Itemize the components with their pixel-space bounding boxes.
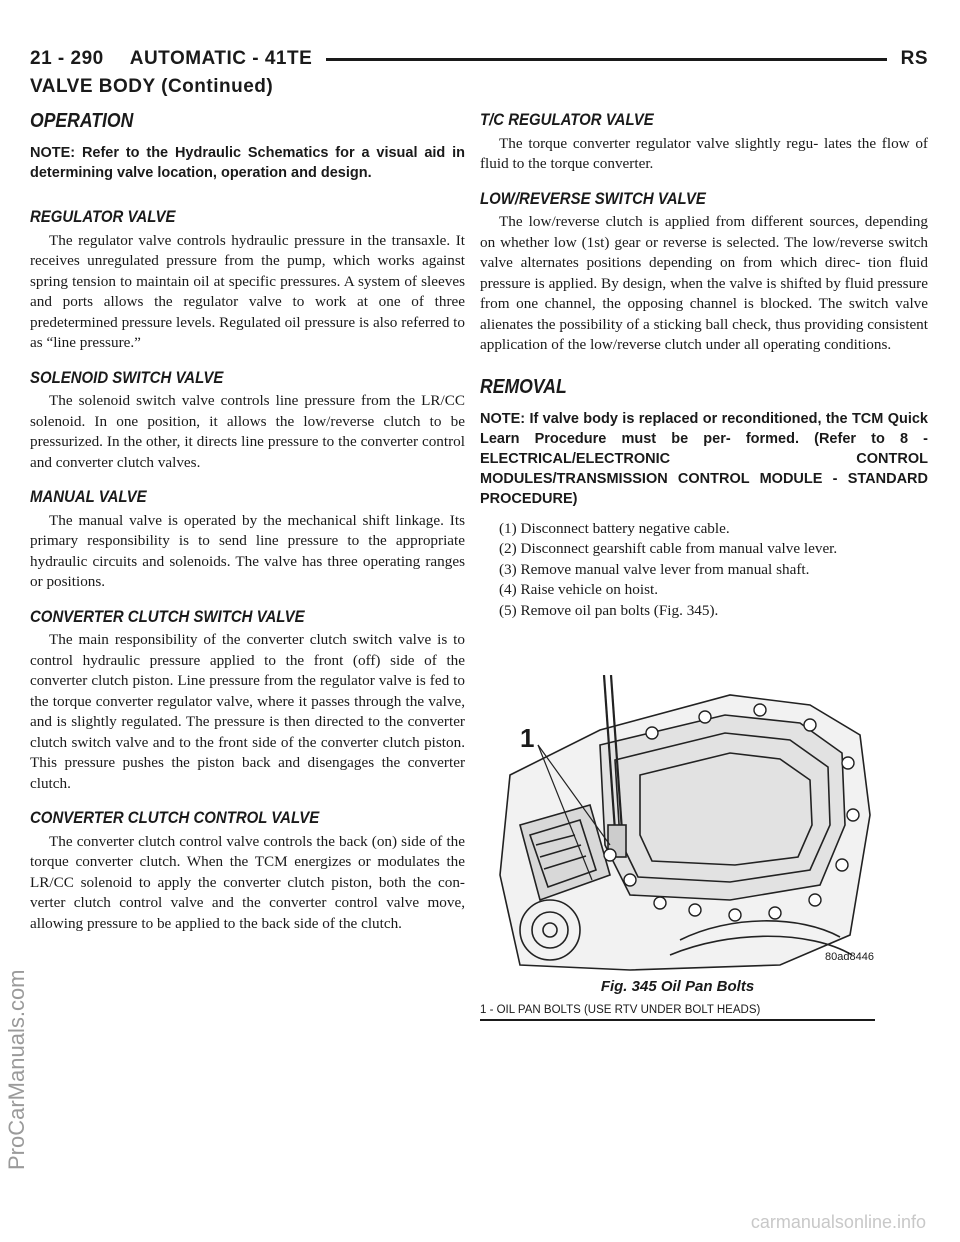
- callout-label: 1: [520, 723, 535, 753]
- section-text: The solenoid switch valve controls line pressure from the LR/CC solenoid. In one position, it allows the low/reverse clutch to be pressurized. In the other, it directs line pressure to the converter control and converter clutch valves.: [30, 392, 465, 471]
- section-text: The low/reverse clutch is applied from different sources, depending on whether low (1st) gear or reverse is selected. The low/reverse switch valve alternates positions depending on from which direc- tion fluid pressure is applied. By design, when the valve is shifted by fluid pressure from one channel, the opposing channel is blocked. The switch valve alienates the possibility of a sticking ball check, thus providing consistent application of the low/reverse clutch under all operating conditions.: [480, 213, 928, 354]
- continued-title: VALVE BODY (Continued): [30, 76, 274, 97]
- oil-pan-drawing: [480, 675, 875, 973]
- figure-caption: Fig. 345 Oil Pan Bolts: [600, 978, 755, 995]
- figure-id-code: 80ad8446: [825, 951, 874, 963]
- removal-note: NOTE: If valve body is replaced or reconditioned, the TCM Quick Learn Procedure must be per- formed. (Refer to 8 - ELECTRICAL/ELECTRONIC CONTROL MODULES/TRANSMISSION CONTROL MODULE - STANDARD PROCEDURE): [480, 410, 928, 507]
- section-heading: T/C REGULATOR VALVE: [480, 110, 654, 129]
- header-rule: [326, 58, 886, 61]
- oil-pan-illustration: [480, 675, 875, 973]
- section-text: The manual valve is operated by the mechanical shift linkage. Its primary responsibility is to send line pressure to the appropriate hydraulic circuits and solenoids. The valve has three operating ranges or positions.: [30, 511, 465, 591]
- section-heading: LOW/REVERSE SWITCH VALVE: [480, 188, 706, 208]
- section-text: The regulator valve controls hydraulic pressure in the transaxle. It receives unregulated pressure from the pump, which works against spring tension to maintain oil at specific pressures. A system of sleeves and ports allows the regulator valve to work at one of three predetermined pressure levels. Regulated oil pressure is also referred to as “line pressure.”: [30, 231, 465, 352]
- page-number: 21 - 290: [30, 48, 104, 69]
- section-heading: CONVERTER CLUTCH SWITCH VALVE: [30, 606, 305, 626]
- section-heading: MANUAL VALVE: [30, 487, 147, 507]
- removal-steps: [480, 519, 928, 622]
- chapter-title: AUTOMATIC - 41TE: [129, 48, 313, 69]
- page-header: [30, 46, 928, 72]
- removal-heading: REMOVAL: [480, 375, 567, 398]
- step-item: (3) Remove manual valve lever from manual shaft.: [499, 560, 810, 578]
- section-heading: SOLENOID SWITCH VALVE: [30, 367, 224, 387]
- step-item: (5) Remove oil pan bolts (Fig. 345).: [499, 601, 719, 619]
- footer-watermark: carmanualsonline.info: [750, 1212, 926, 1232]
- model-code: RS: [900, 48, 928, 69]
- step-item: (2) Disconnect gearshift cable from manual valve lever.: [499, 540, 838, 558]
- left-column: [30, 110, 465, 934]
- operation-heading: OPERATION: [30, 110, 134, 132]
- section-heading: CONVERTER CLUTCH CONTROL VALVE: [30, 808, 320, 828]
- right-column: [480, 110, 928, 621]
- figure-legend: 1 - OIL PAN BOLTS (USE RTV UNDER BOLT HEADS): [480, 1004, 875, 1021]
- section-text: The torque converter regulator valve slightly regu- lates the flow of fluid to the torque converter.: [480, 134, 928, 173]
- section-heading: REGULATOR VALVE: [30, 207, 176, 226]
- step-item: (1) Disconnect battery negative cable.: [499, 519, 730, 537]
- step-item: (4) Raise vehicle on hoist.: [499, 581, 659, 599]
- operation-note: NOTE: Refer to the Hydraulic Schematics for a visual aid in determining valve location, operation and design.: [30, 145, 465, 181]
- section-text: The main responsibility of the converter clutch switch valve is to control hydraulic pressure applied to the front (off) side of the converter clutch piston. Line pressure from the regulator valve is fed to the torque converter regulator valve, where it passes through the valve, and is slightly regulated. The pressure is then directed to the converter clutch switch valve and to the front side of the converter clutch piston. This pressure pushes the piston back and disengages the converter clutch.: [30, 631, 465, 792]
- section-text: The converter clutch control valve controls the back (on) side of the torque converter clutch. When the TCM energizes or modulates the LR/CC solenoid to apply the converter clutch piston, both the con- verter clutch control valve and the converter control valve move, allowing pressure to be applied to the back side of the clutch.: [30, 832, 465, 932]
- side-watermark: ProCarManuals.com: [4, 969, 29, 1170]
